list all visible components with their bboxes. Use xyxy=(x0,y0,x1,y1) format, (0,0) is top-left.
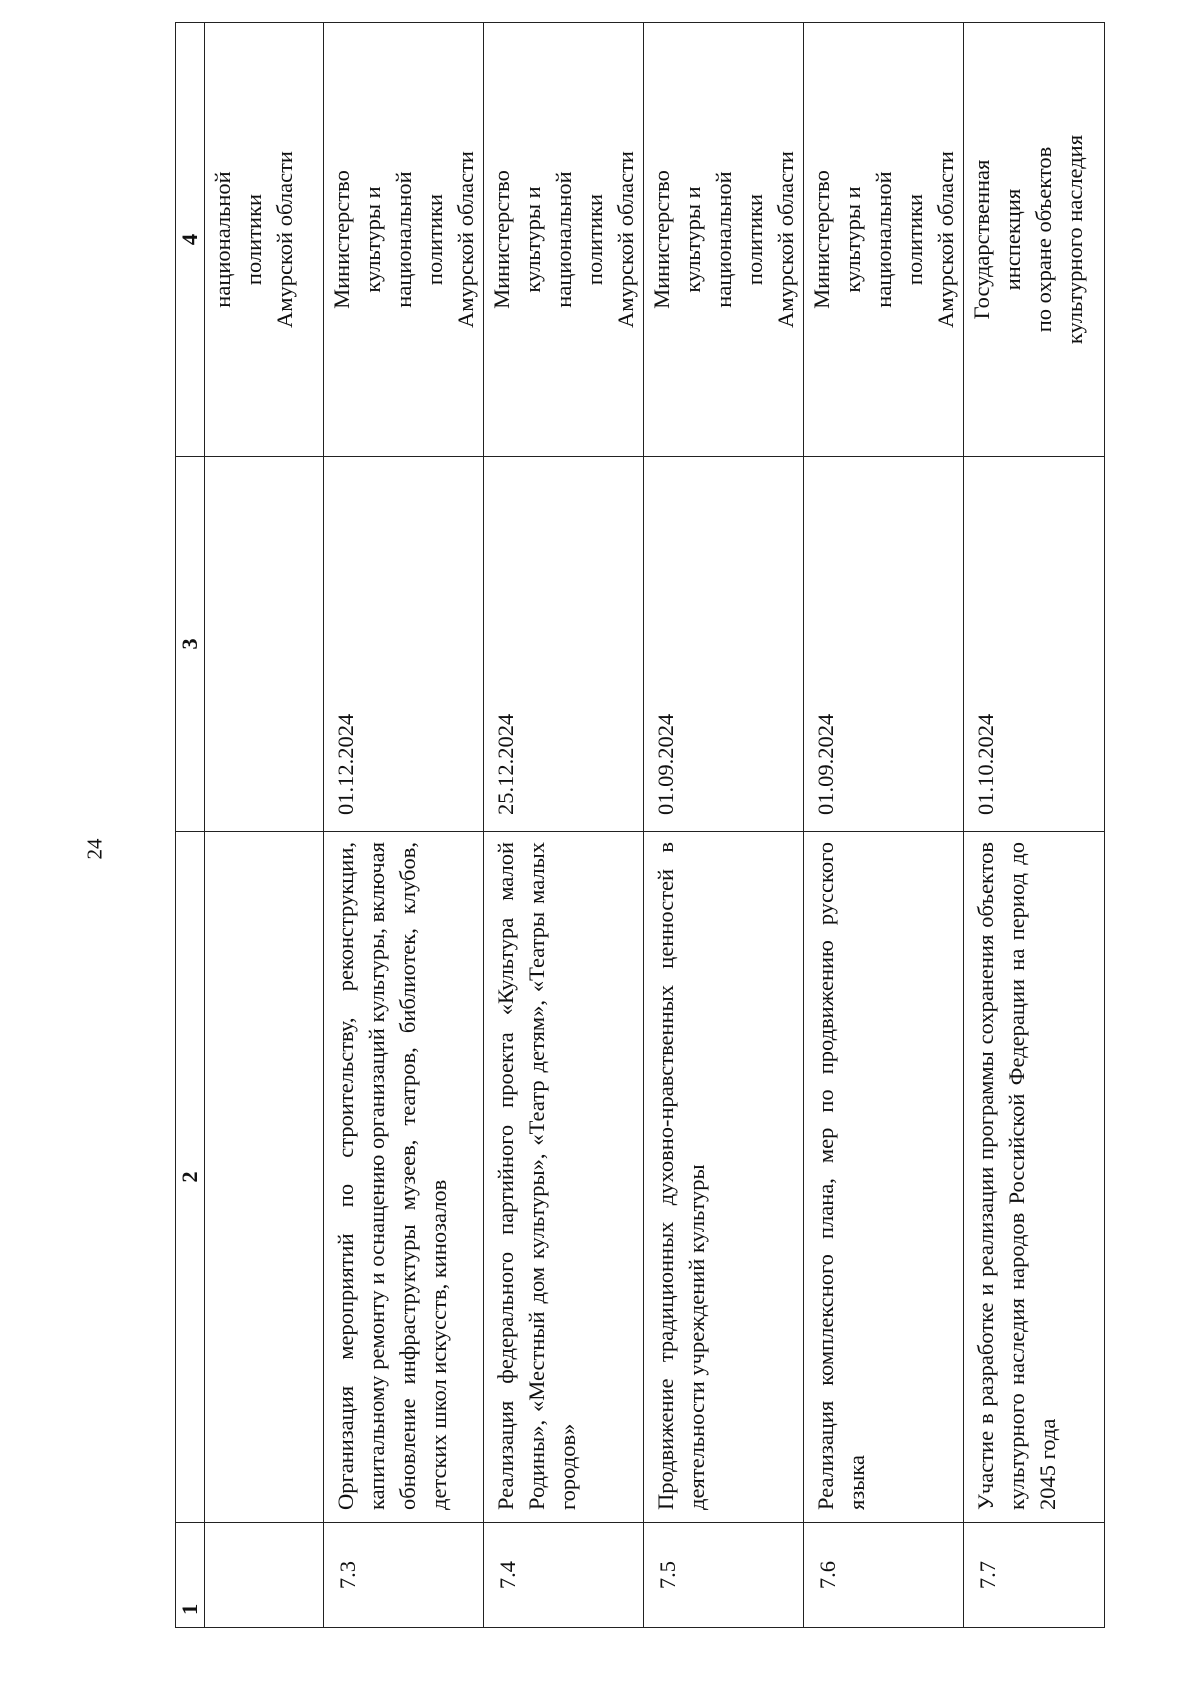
header-row xyxy=(176,23,205,1628)
table-row xyxy=(484,23,644,1628)
activity-cell: Организация мероприятий по строительству, реконструкции, капитальному ремонту и оснащению организаций культуры, включая обновление инфраструктуры музеев, театров, библиотек, клубов, детских школ искусств, кинозалов xyxy=(324,832,484,1523)
date-cell: 01.09.2024 xyxy=(644,457,804,832)
table-row-continuation xyxy=(205,23,324,1628)
activity-cell xyxy=(205,832,324,1523)
rotated-table-container xyxy=(175,67,1099,1628)
header-col-date: 3 xyxy=(176,457,205,832)
plan-table xyxy=(175,22,1105,1628)
page-number: 24 xyxy=(82,838,107,860)
activity-cell: Продвижение традиционных духовно-нравственных ценностей в деятельности учреждений культуры xyxy=(644,832,804,1523)
responsible-cell: национальной политики Амурской области xyxy=(205,23,324,457)
activity-cell: Участие в разработке и реализации программы сохранения объектов культурного наследия народов Российской Федерации на период до 2045 года xyxy=(964,832,1105,1523)
date-cell xyxy=(205,457,324,832)
date-cell: 01.10.2024 xyxy=(964,457,1105,832)
date-cell: 01.12.2024 xyxy=(324,457,484,832)
row-number-cell: 7.7 xyxy=(964,1523,1105,1628)
table-row xyxy=(644,23,804,1628)
row-number-cell: 7.3 xyxy=(324,1523,484,1628)
row-number-cell xyxy=(205,1523,324,1628)
responsible-cell: Министерство культуры и национальной политики Амурской области xyxy=(484,23,644,457)
date-cell: 01.09.2024 xyxy=(804,457,964,832)
responsible-cell: Министерство культуры и национальной политики Амурской области xyxy=(804,23,964,457)
responsible-cell: Министерство культуры и национальной политики Амурской области xyxy=(644,23,804,457)
table-row xyxy=(964,23,1105,1628)
header-col-activity: 2 xyxy=(176,832,205,1523)
row-number-cell: 7.4 xyxy=(484,1523,644,1628)
activity-cell: Реализация федерального партийного проекта «Культура малой Родины», «Местный дом культуры», «Театр детям», «Театры малых городов» xyxy=(484,832,644,1523)
date-cell: 25.12.2024 xyxy=(484,457,644,832)
row-number-cell: 7.6 xyxy=(804,1523,964,1628)
activity-cell: Реализация комплексного плана, мер по продвижению русского языка xyxy=(804,832,964,1523)
table-row xyxy=(324,23,484,1628)
header-col-responsible: 4 xyxy=(176,23,205,457)
header-col-number: 1 xyxy=(176,1523,205,1628)
responsible-cell: Министерство культуры и национальной политики Амурской области xyxy=(324,23,484,457)
responsible-cell: Государственная инспекция по охране объектов культурного наследия xyxy=(964,23,1105,457)
row-number-cell: 7.5 xyxy=(644,1523,804,1628)
table-row xyxy=(804,23,964,1628)
